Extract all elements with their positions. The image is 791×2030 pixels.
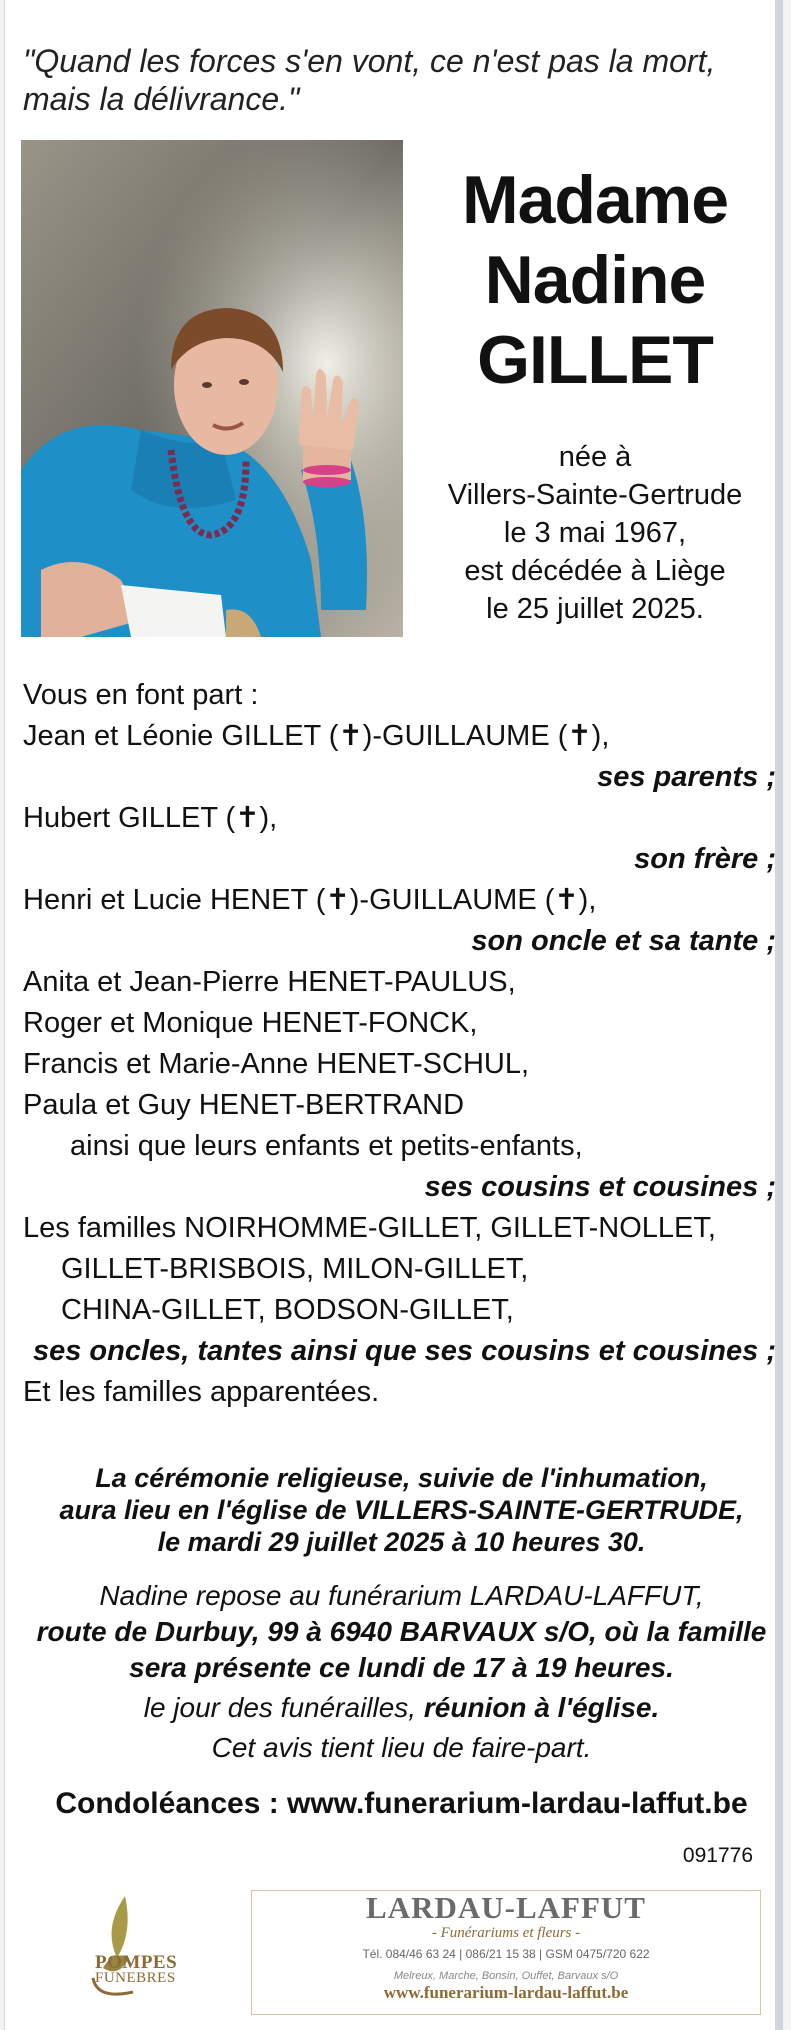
deceased-name (415, 160, 775, 400)
family-row: ainsi que leurs enfants et petits-enfants, (70, 1130, 583, 1162)
family-row: Les familles NOIRHOMME-GILLET, GILLET-NOLLET, (23, 1212, 716, 1244)
lardau-laffut-logo (251, 1890, 761, 2015)
ceremony-line: aura lieu en l'église de VILLERS-SAINTE-GERTRUDE, (59, 1495, 744, 1525)
deceased-first-name: Nadine (484, 242, 706, 318)
portrait-photo (21, 140, 403, 637)
funeral-day-text: le jour des funérailles, (143, 1692, 424, 1723)
lardau-website: www.funerarium-lardau-laffut.be (383, 1983, 629, 2002)
birth-line: née à (558, 441, 632, 473)
pompes-funebres-text (95, 1952, 177, 1987)
birth-line: Villers-Sainte-Gertrude (447, 479, 743, 511)
portrait-illustration (21, 140, 403, 637)
ceremony-line: La cérémonie religieuse, suivie de l'inhumation, (95, 1463, 708, 1493)
family-relation: ses parents ; (597, 761, 776, 793)
family-relation: ses cousins et cousines ; (424, 1171, 776, 1203)
family-row: Jean et Léonie GILLET (✝)-GUILLAUME (✝), (23, 720, 610, 752)
condolences-line: Condoléances : www.funerarium-lardau-laffut.be (55, 1787, 748, 1820)
birth-line: le 3 mai 1967, (503, 517, 687, 549)
family-row: Et les familles apparentées. (23, 1376, 380, 1408)
family-announcement (23, 675, 780, 1413)
pompes-label: POMPES (95, 1952, 178, 1973)
family-row: Roger et Monique HENET-FONCK, (23, 1007, 478, 1039)
family-row: GILLET-BRISBOIS, MILON-GILLET, (61, 1253, 529, 1285)
repose-line: Nadine repose au funérarium LARDAU-LAFFUT, (99, 1580, 704, 1611)
family-row: Paula et Guy HENET-BERTRAND (23, 1089, 465, 1121)
lardau-towns: Melreux, Marche, Bonsin, Ouffet, Barvaux s/O (393, 1970, 619, 1982)
birth-line: le 25 juillet 2025. (486, 593, 704, 625)
faire-part-line: Cet avis tient lieu de faire-part. (211, 1732, 592, 1763)
repose-line: route de Durbuy, 99 à 6940 BARVAUX s/O, où la famille (36, 1616, 767, 1647)
family-row: Francis et Marie-Anne HENET-SCHUL, (23, 1048, 530, 1080)
deceased-title: Madame (461, 162, 729, 238)
family-row: Henri et Lucie HENET (✝)-GUILLAUME (✝), (23, 884, 597, 916)
family-row: Hubert GILLET (✝), (23, 802, 278, 834)
quote-line-1: "Quand les forces s'en vont, ce n'est pas la mort, (23, 43, 716, 79)
pompes-funebres-logo (73, 1888, 213, 2008)
lardau-title: LARDAU-LAFFUT (366, 1890, 646, 1925)
church-meeting-text: réunion à l'église. (423, 1692, 660, 1723)
family-intro: Vous en font part : (23, 679, 259, 711)
obituary-page (4, 0, 783, 2030)
birth-line: est décédée à Liège (464, 555, 726, 587)
ceremony-info (23, 1462, 780, 1558)
reference-number: 091776 (682, 1844, 753, 1867)
funeral-day-line (23, 1690, 780, 1726)
deceased-last-name: GILLET (477, 322, 713, 398)
family-row: Anita et Jean-Pierre HENET-PAULUS, (23, 966, 516, 998)
family-relation: ses oncles, tantes ainsi que ses cousins et cousines ; (32, 1335, 776, 1367)
funebres-label: FUNEBRES (95, 1970, 176, 1986)
family-relation: son frère ; (634, 843, 776, 875)
family-relation: son oncle et sa tante ; (471, 925, 776, 957)
quote-line-2: mais la délivrance." (23, 81, 300, 117)
ceremony-line: le mardi 29 juillet 2025 à 10 heures 30. (157, 1527, 646, 1557)
family-row: CHINA-GILLET, BODSON-GILLET, (61, 1294, 514, 1326)
birth-death-info (415, 438, 775, 628)
lardau-phones: Tél. 084/46 63 24 | 086/21 15 38 | GSM 0475/720 622 (362, 1947, 650, 1961)
repose-info (23, 1578, 780, 1766)
repose-line: sera présente ce lundi de 17 à 19 heures. (129, 1652, 674, 1683)
quote (23, 42, 763, 118)
lardau-subtitle: - Funérariums et fleurs - (431, 1925, 581, 1941)
